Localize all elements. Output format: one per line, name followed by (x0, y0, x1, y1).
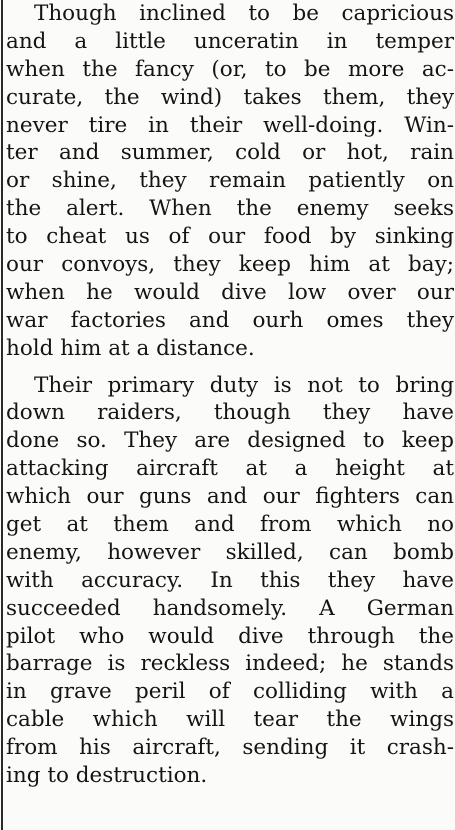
text-line: attacking aircraft at a height at (6, 456, 454, 482)
text-line: with accuracy. In this they have (6, 567, 454, 593)
text-line: hold him at a distance. (6, 335, 255, 361)
paragraph-2 (6, 372, 454, 790)
text-line: and a little unceratin in temper (6, 28, 454, 54)
text-line: ter and summer, cold or hot, rain (6, 140, 454, 166)
newspaper-article (6, 0, 454, 790)
text-line: when he would dive low over our (6, 279, 454, 305)
text-line: or shine, they remain patiently on (6, 168, 454, 194)
paragraph-1 (6, 0, 454, 363)
text-line: cable which will tear the wings (6, 707, 454, 733)
text-line: which our guns and our fighters can (6, 484, 454, 510)
text-line: from his aircraft, sending it crash- (6, 735, 454, 761)
text-line: in grave peril of colliding with a (6, 679, 454, 705)
text-line: get at them and from which no (6, 512, 454, 538)
text-line: war factories and ourh omes they (6, 307, 454, 333)
text-line: down raiders, though they have (6, 400, 454, 426)
text-line: ing to destruction. (6, 763, 208, 789)
text-line: enemy, however skilled, can bomb (6, 539, 454, 565)
text-line: done so. They are designed to keep (6, 428, 454, 454)
text-line: Though inclined to be capricious (34, 1, 454, 26)
text-line: barrage is reckless indeed; he stands (6, 651, 454, 677)
column-rule (1, 0, 3, 830)
text-line: the alert. When the enemy seeks (6, 196, 454, 222)
text-line: when the fancy (or, to be more ac- (6, 56, 454, 82)
text-line: curate, the wind) takes them, they (6, 84, 454, 110)
text-line: succeeded handsomely. A German (6, 595, 454, 621)
text-line: to cheat us of our food by sinking (6, 224, 454, 250)
text-line: our convoys, they keep him at bay; (6, 252, 454, 278)
text-line: pilot who would dive through the (6, 623, 454, 649)
text-line: Their primary duty is not to bring (34, 372, 454, 398)
text-line: never tire in their well-doing. Win- (6, 112, 454, 138)
